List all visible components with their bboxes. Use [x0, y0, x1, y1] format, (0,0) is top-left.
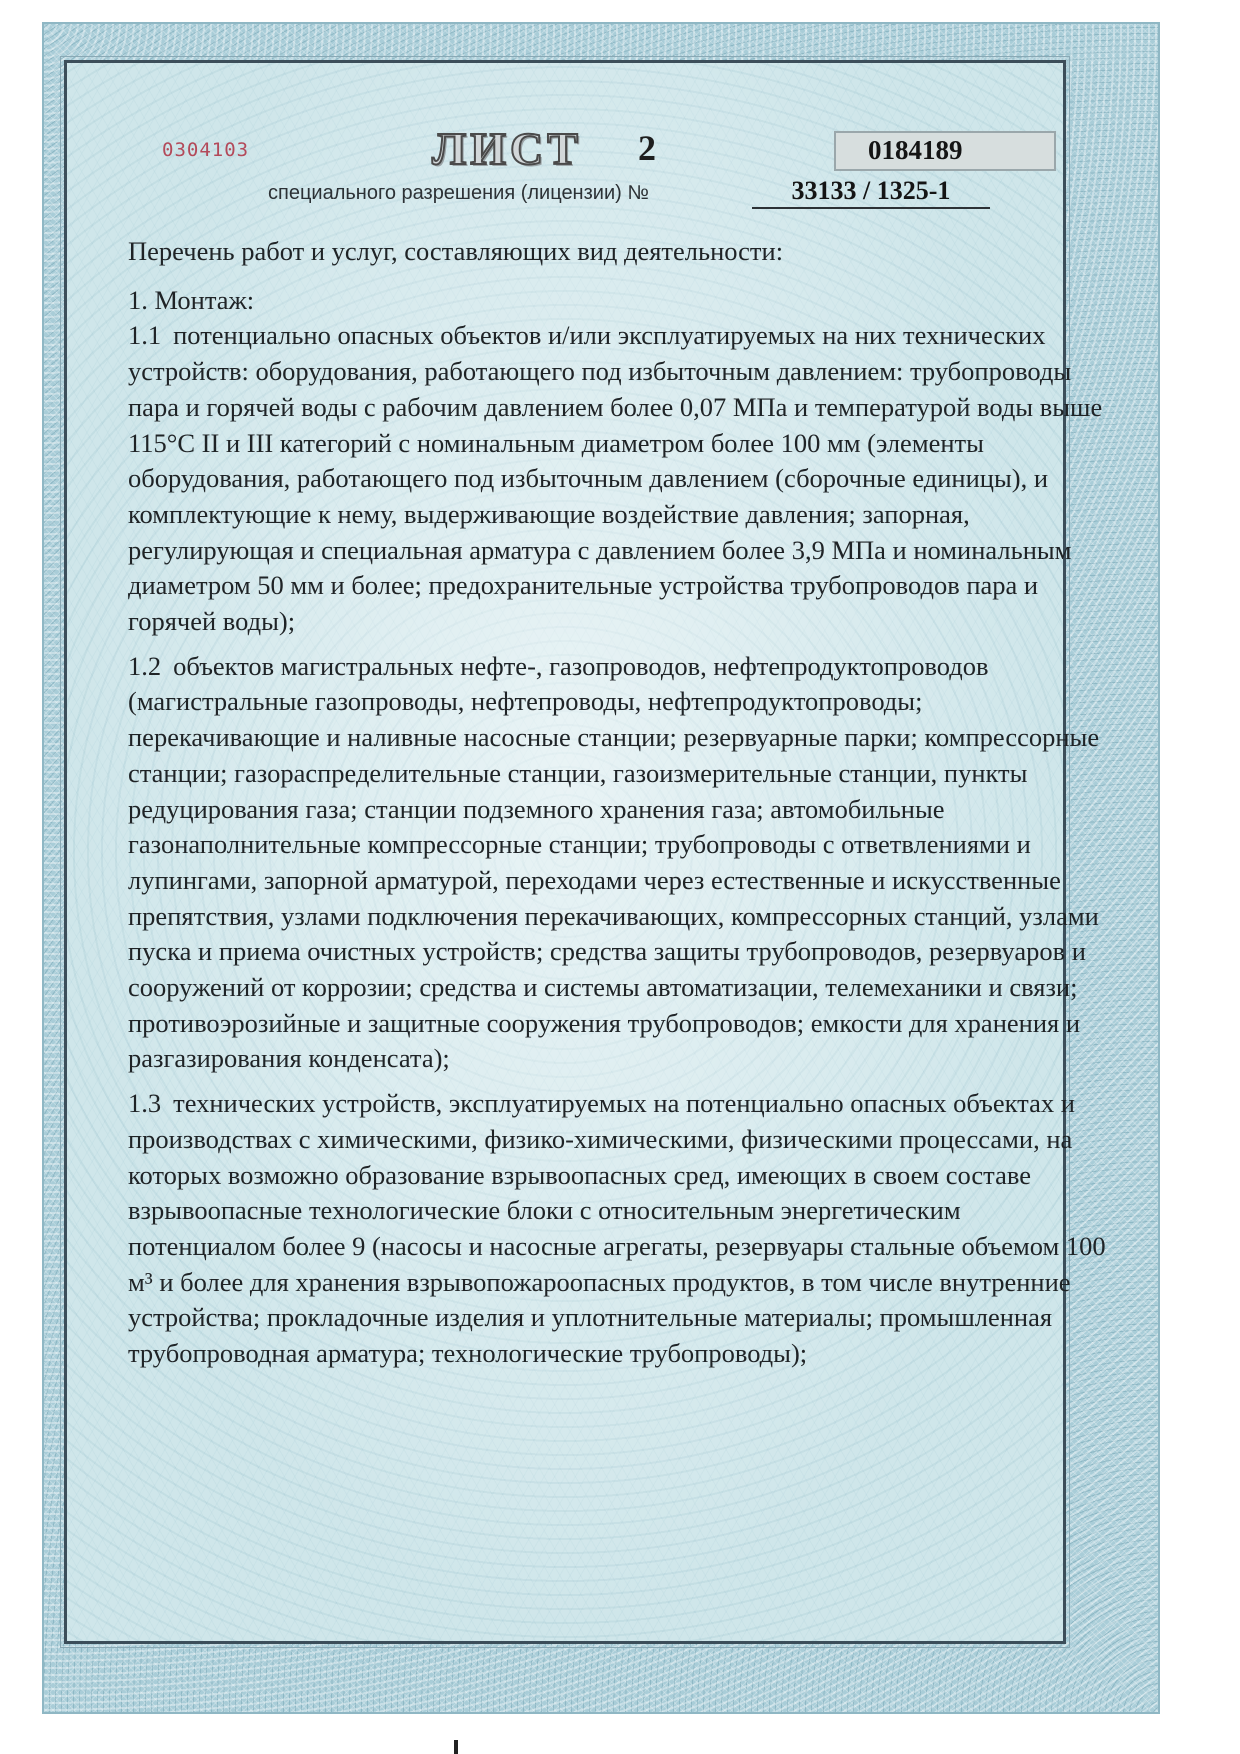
item-number: 1.2: [128, 650, 162, 681]
blank-serial-number: 0184189: [868, 135, 963, 165]
sheet-number: 2: [638, 128, 656, 168]
form-serial-number: 0304103: [162, 139, 250, 161]
item-text: технических устройств, эксплуатируемых на потенциально опасных объектах и производствах с химическими, физико-химическими, физическими процессами, на которых возможно образование взрывоопасных сред, имеющих в своем составе взрывоопасные технологические блоки с относительным энергетическим потенциалом более 9 (насосы и насосные агрегаты, резервуары стальные объемом 100 м³ и более для хранения взрывопожароопасных продуктов, в том числе внутренние устройства; прокладочные изделия и уплотнительные материалы; промышленная трубопроводная арматура; технологические трубопроводы);: [128, 1088, 1106, 1369]
item-text: потенциально опасных объектов и/или эксплуатируемых на них технических устройств: оборудования, работающего под избыточным давлением: трубопроводы пара и горячей воды с рабочим давлением более 0,07 МПа и температурой воды выше 115°С II и III категорий с номинальным диаметром более 100 мм (элементы оборудования, работающего под избыточным давлением (сборочные единицы), и комплектующие к нему, выдерживающие воздействие давления; запорная, регулирующая и специальная арматура с давлением более 3,9 МПа и номинальным диаметром 50 мм и более; предохранительные устройства трубопроводов пара и горячей воды);: [128, 320, 1103, 637]
item-number: 1.1: [128, 320, 162, 351]
sheet-title: ЛИСТ: [432, 123, 582, 174]
item-1-2: [128, 649, 1108, 1077]
item-1-1: [128, 318, 1108, 639]
item-1-3: [128, 1086, 1108, 1372]
license-label: специального разрешения (лицензии) №: [268, 182, 649, 204]
intro-text: Перечень работ и услуг, составляющих вид деятельности:: [128, 236, 784, 266]
section-title: 1. Монтаж:: [128, 284, 255, 315]
scan-mark: [454, 1740, 458, 1754]
item-number: 1.3: [128, 1088, 162, 1119]
document-body: [128, 234, 1108, 1372]
item-text: объектов магистральных нефте-, газопроводов, нефтепродуктопроводов (магистральные газопроводы, нефтепроводы, нефтепродуктопроводы; перекачивающие и наливные насосные станции; резервуарные парки; компрессорные станции; газораспределительные станции, газоизмерительные станции, пункты редуцирования газа; станции подземного хранения газа; автомобильные газонаполнительные компрессорные станции; трубопроводы с ответвлениями и лупингами, запорной арматурой, переходами через естественные и искусственные препятствия, узлами подключения перекачивающих, компрессорных станций, узлами пуска и приема очистных устройств; средства защиты трубопроводов, резервуаров и сооружений от коррозии; средства и системы автоматизации, телемеханики и связи; противоэрозийные и защитные сооружения трубопроводов; емкости для хранения и разгазирования конденсата);: [128, 650, 1100, 1074]
license-number: 33133 / 1325-1: [752, 175, 990, 209]
